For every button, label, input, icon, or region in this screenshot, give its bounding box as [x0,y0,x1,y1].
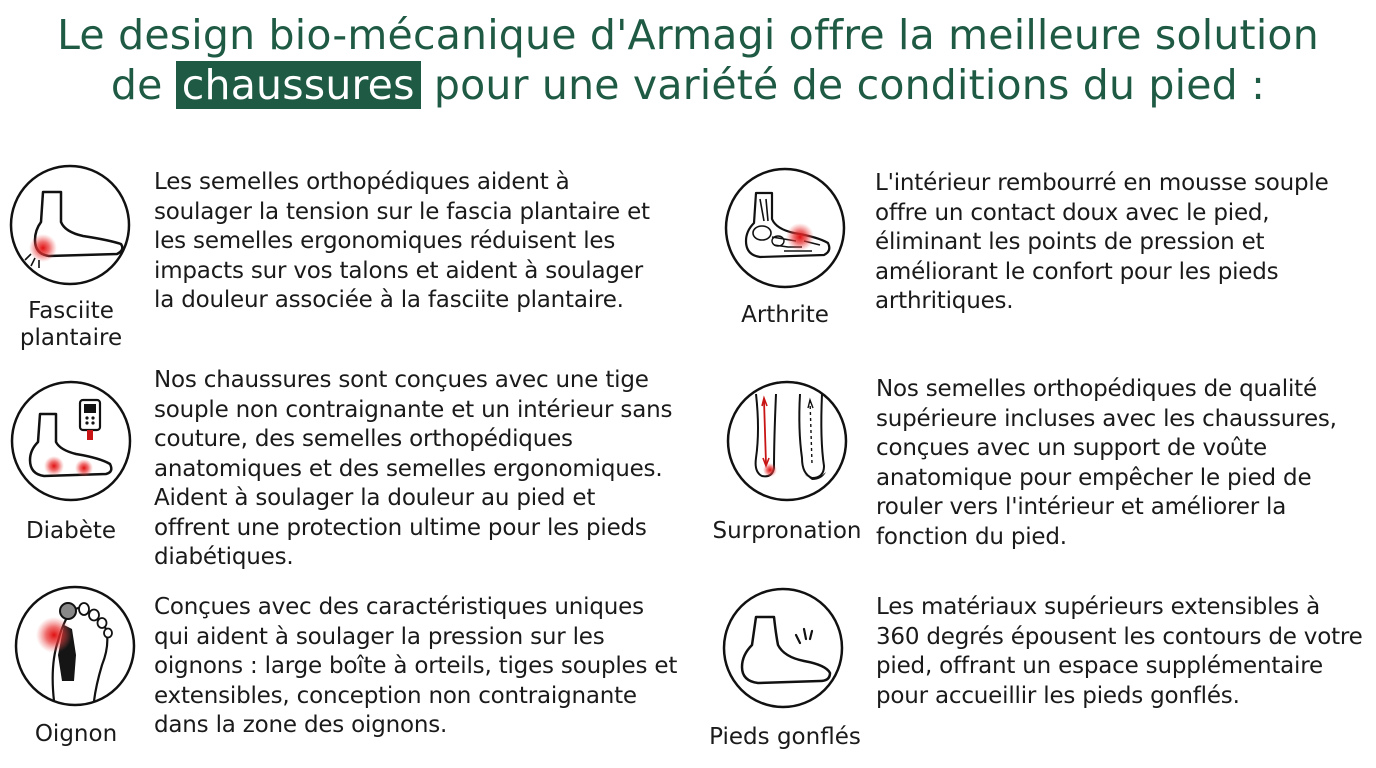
label-arthrite: Arthrite [741,302,829,328]
title-line-2-post: pour une variété de conditions du pied : [420,61,1266,109]
page-title [0,10,1376,110]
foot-bunion-icon [14,585,136,707]
foot-swelling-icon [722,587,844,709]
label-surpronation: Surpronation [712,518,862,544]
desc-pieds-gonfles: Les matériaux supérieurs extensibles à 360 degrés épousent les contours de votre pied, offrant un espace supplémentaire pour accueillir les pieds gonflés. [876,594,1363,709]
desc-surpronation: Nos semelles orthopédiques de qualité supérieure incluses avec les chaussures, conçues avec un support de voûte anatomique pour empêcher le pied de rouler vers l'intérieur et améliorer la fonction du pied. [876,376,1337,550]
desc-arthrite: L'intérieur rembourré en mousse souple offre un contact doux avec le pied, éliminant les points de pression et améliorant le confort pour les pieds arthritiques. [875,170,1329,314]
title-line-2-pre: de [110,61,176,109]
title-line-2 [0,60,1376,110]
title-line-1: Le design bio-mécanique d'Armagi offre la meilleure solution [57,11,1319,59]
desc-oignon: Conçues avec des caractéristiques uniques qui aident à soulager la pression sur les oignons : large boîte à orteils, tiges souples et extensibles, conception non contraignante dans la zone des oignons. [154,594,678,738]
foot-heel-pain-icon [9,164,131,286]
foot-bones-icon [724,167,846,289]
label-pieds-gonfles: Pieds gonflés [709,724,861,750]
label-fasciite-plantaire: Fasciite plantaire [19,298,123,351]
label-diabete: Diabète [25,518,117,544]
desc-diabete: Nos chaussures sont conçues avec une tige souple non contraignante et un intérieur sans couture, des semelles orthopédiques anatomiques et des semelles ergonomiques. Aident à soulager la douleur au pied et offrent une protection ultime pour les pieds diabétiques. [154,367,673,570]
legs-pronation-icon [726,380,848,502]
foot-glucose-meter-icon [10,380,132,502]
title-highlight: chaussures [176,61,421,109]
label-oignon: Oignon [34,721,118,747]
desc-fasciite-plantaire: Les semelles orthopédiques aident à soulager la tension sur le fascia plantaire et les semelles ergonomiques réduisent les impacts sur vos talons et aident à soulager la douleur associée à la fasciite plantaire. [154,169,650,313]
